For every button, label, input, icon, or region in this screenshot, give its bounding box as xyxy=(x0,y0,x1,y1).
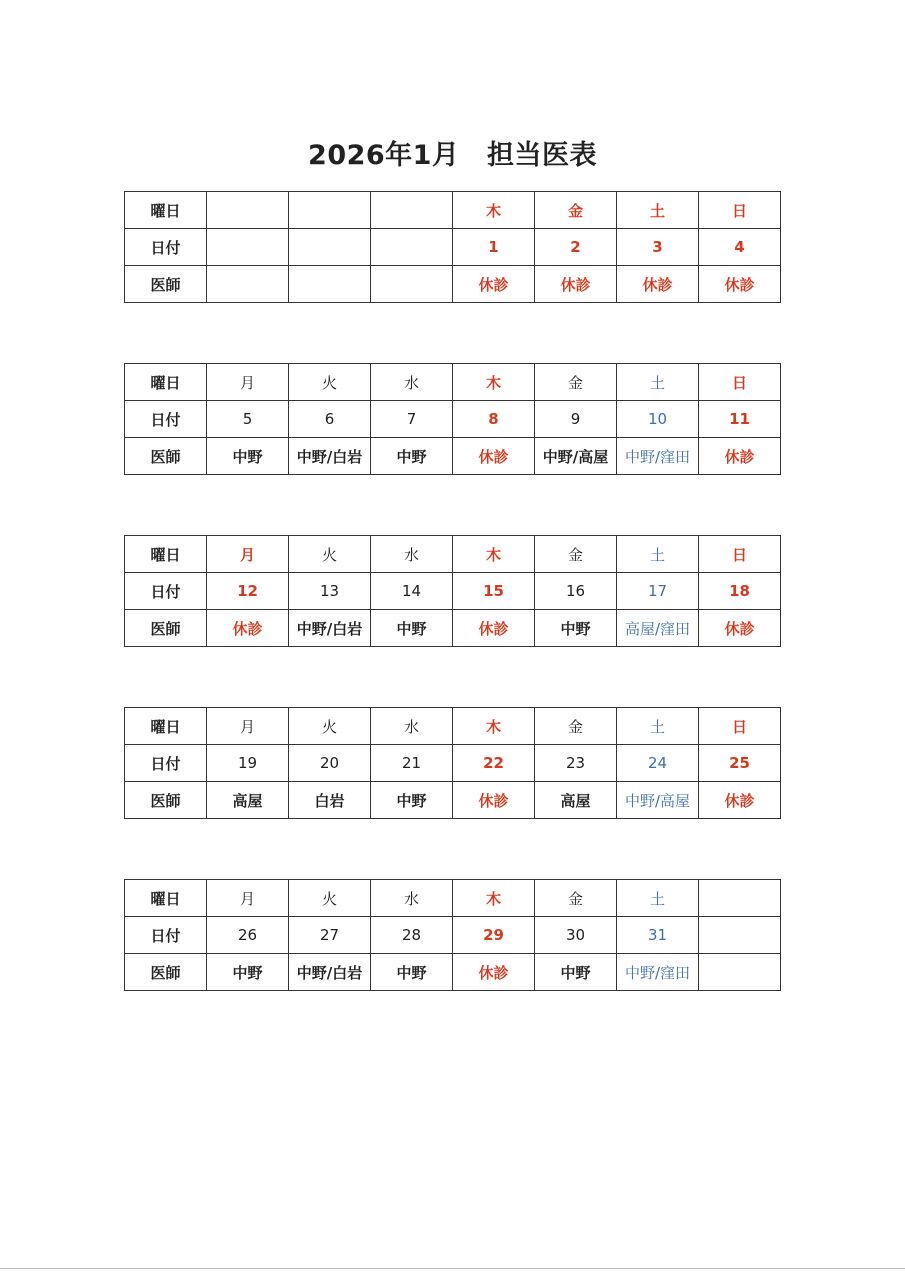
date-cell: 27 xyxy=(289,917,371,954)
week-table-5 xyxy=(124,879,781,991)
row-doctor xyxy=(125,782,781,819)
date-cell: 22 xyxy=(453,745,535,782)
doctor-cell: 休診 xyxy=(453,610,535,647)
doctor-cell: 休診 xyxy=(699,438,781,475)
row-doctor xyxy=(125,954,781,991)
page-title: 2026年1月 担当医表 xyxy=(308,140,597,171)
date-cell: 18 xyxy=(699,573,781,610)
doctor-cell: 高屋 xyxy=(207,782,289,819)
doctor-cell: 休診 xyxy=(207,610,289,647)
date-cell: 8 xyxy=(453,401,535,438)
row-weekday xyxy=(125,880,781,917)
weekday-cell: 金 xyxy=(535,708,617,745)
weekday-cell: 土 xyxy=(617,536,699,573)
date-cell: 21 xyxy=(371,745,453,782)
doctor-cell xyxy=(699,954,781,991)
weekday-cell: 日 xyxy=(699,192,781,229)
weekday-cell: 日 xyxy=(699,708,781,745)
date-cell: 24 xyxy=(617,745,699,782)
row-label-doctor: 医師 xyxy=(125,610,207,647)
row-date xyxy=(125,573,781,610)
date-cell xyxy=(371,229,453,266)
doctor-cell: 休診 xyxy=(453,438,535,475)
row-label-date: 日付 xyxy=(125,229,207,266)
weekday-cell: 土 xyxy=(617,708,699,745)
row-label-doctor: 医師 xyxy=(125,782,207,819)
doctor-cell: 中野 xyxy=(535,610,617,647)
date-cell: 7 xyxy=(371,401,453,438)
row-doctor xyxy=(125,610,781,647)
doctor-cell: 休診 xyxy=(453,266,535,303)
row-label-date: 日付 xyxy=(125,917,207,954)
row-label-doctor: 医師 xyxy=(125,438,207,475)
weekday-cell: 火 xyxy=(289,880,371,917)
weekday-cell: 木 xyxy=(453,708,535,745)
date-cell: 23 xyxy=(535,745,617,782)
doctor-cell: 中野 xyxy=(207,954,289,991)
row-date xyxy=(125,229,781,266)
weekday-cell: 水 xyxy=(371,708,453,745)
doctor-cell: 中野 xyxy=(371,954,453,991)
doctor-cell: 休診 xyxy=(699,610,781,647)
weekday-cell xyxy=(371,192,453,229)
doctor-cell: 中野 xyxy=(371,782,453,819)
weekday-cell xyxy=(289,192,371,229)
weekday-cell: 土 xyxy=(617,880,699,917)
date-cell: 14 xyxy=(371,573,453,610)
date-cell: 2 xyxy=(535,229,617,266)
date-cell: 28 xyxy=(371,917,453,954)
row-label-date: 日付 xyxy=(125,401,207,438)
date-cell xyxy=(699,917,781,954)
week-table-2 xyxy=(124,363,781,475)
row-doctor xyxy=(125,266,781,303)
doctor-cell: 休診 xyxy=(453,782,535,819)
date-cell: 29 xyxy=(453,917,535,954)
weekday-cell: 木 xyxy=(453,192,535,229)
weekday-cell: 土 xyxy=(617,364,699,401)
weekday-cell: 火 xyxy=(289,364,371,401)
date-cell: 12 xyxy=(207,573,289,610)
row-weekday xyxy=(125,192,781,229)
weekday-cell: 水 xyxy=(371,880,453,917)
row-label-doctor: 医師 xyxy=(125,266,207,303)
weekday-cell: 月 xyxy=(207,364,289,401)
date-cell: 10 xyxy=(617,401,699,438)
row-label-weekday: 曜日 xyxy=(125,192,207,229)
weekday-cell: 月 xyxy=(207,536,289,573)
weekday-cell: 木 xyxy=(453,536,535,573)
date-cell xyxy=(289,229,371,266)
weekday-cell: 金 xyxy=(535,880,617,917)
week-table-1 xyxy=(124,191,781,303)
row-date xyxy=(125,745,781,782)
row-date xyxy=(125,917,781,954)
date-cell: 1 xyxy=(453,229,535,266)
doctor-cell xyxy=(371,266,453,303)
date-cell: 20 xyxy=(289,745,371,782)
date-cell: 9 xyxy=(535,401,617,438)
doctor-cell: 休診 xyxy=(699,266,781,303)
date-cell: 25 xyxy=(699,745,781,782)
doctor-cell: 中野/窪田 xyxy=(617,954,699,991)
row-label-date: 日付 xyxy=(125,745,207,782)
weekday-cell: 火 xyxy=(289,536,371,573)
doctor-cell: 中野/白岩 xyxy=(289,438,371,475)
weekday-cell: 木 xyxy=(453,880,535,917)
weekday-cell xyxy=(699,880,781,917)
doctor-cell: 中野/白岩 xyxy=(289,610,371,647)
row-label-doctor: 医師 xyxy=(125,954,207,991)
weekday-cell: 金 xyxy=(535,364,617,401)
doctor-cell: 中野 xyxy=(207,438,289,475)
week-table-4 xyxy=(124,707,781,819)
doctor-cell: 休診 xyxy=(699,782,781,819)
date-cell: 13 xyxy=(289,573,371,610)
row-label-date: 日付 xyxy=(125,573,207,610)
row-label-weekday: 曜日 xyxy=(125,708,207,745)
date-cell: 30 xyxy=(535,917,617,954)
date-cell: 6 xyxy=(289,401,371,438)
weekday-cell: 金 xyxy=(535,536,617,573)
week-table-3 xyxy=(124,535,781,647)
date-cell: 15 xyxy=(453,573,535,610)
doctor-cell xyxy=(289,266,371,303)
row-label-weekday: 曜日 xyxy=(125,880,207,917)
date-cell: 4 xyxy=(699,229,781,266)
weekday-cell: 水 xyxy=(371,364,453,401)
date-cell: 26 xyxy=(207,917,289,954)
weekday-cell: 木 xyxy=(453,364,535,401)
doctor-cell: 中野 xyxy=(371,610,453,647)
row-label-weekday: 曜日 xyxy=(125,364,207,401)
date-cell: 5 xyxy=(207,401,289,438)
date-cell: 16 xyxy=(535,573,617,610)
doctor-cell: 高屋 xyxy=(535,782,617,819)
doctor-cell: 休診 xyxy=(453,954,535,991)
row-weekday xyxy=(125,364,781,401)
doctor-cell: 中野/高屋 xyxy=(535,438,617,475)
row-label-weekday: 曜日 xyxy=(125,536,207,573)
doctor-cell: 高屋/窪田 xyxy=(617,610,699,647)
doctor-cell: 休診 xyxy=(617,266,699,303)
doctor-cell: 白岩 xyxy=(289,782,371,819)
date-cell: 31 xyxy=(617,917,699,954)
row-weekday xyxy=(125,536,781,573)
weekday-cell: 月 xyxy=(207,708,289,745)
weekday-cell: 土 xyxy=(617,192,699,229)
page-bottom-divider xyxy=(0,1268,905,1269)
weekday-cell: 金 xyxy=(535,192,617,229)
weekday-cell: 月 xyxy=(207,880,289,917)
doctor-cell: 中野/白岩 xyxy=(289,954,371,991)
date-cell: 19 xyxy=(207,745,289,782)
doctor-cell: 中野 xyxy=(371,438,453,475)
doctor-cell: 中野/窪田 xyxy=(617,438,699,475)
date-cell: 17 xyxy=(617,573,699,610)
weekday-cell xyxy=(207,192,289,229)
weekday-cell: 日 xyxy=(699,364,781,401)
date-cell: 11 xyxy=(699,401,781,438)
doctor-cell: 中野 xyxy=(535,954,617,991)
date-cell xyxy=(207,229,289,266)
row-doctor xyxy=(125,438,781,475)
doctor-cell xyxy=(207,266,289,303)
row-weekday xyxy=(125,708,781,745)
doctor-cell: 休診 xyxy=(535,266,617,303)
weekday-cell: 日 xyxy=(699,536,781,573)
date-cell: 3 xyxy=(617,229,699,266)
row-date xyxy=(125,401,781,438)
doctor-cell: 中野/高屋 xyxy=(617,782,699,819)
weekday-cell: 火 xyxy=(289,708,371,745)
weekday-cell: 水 xyxy=(371,536,453,573)
